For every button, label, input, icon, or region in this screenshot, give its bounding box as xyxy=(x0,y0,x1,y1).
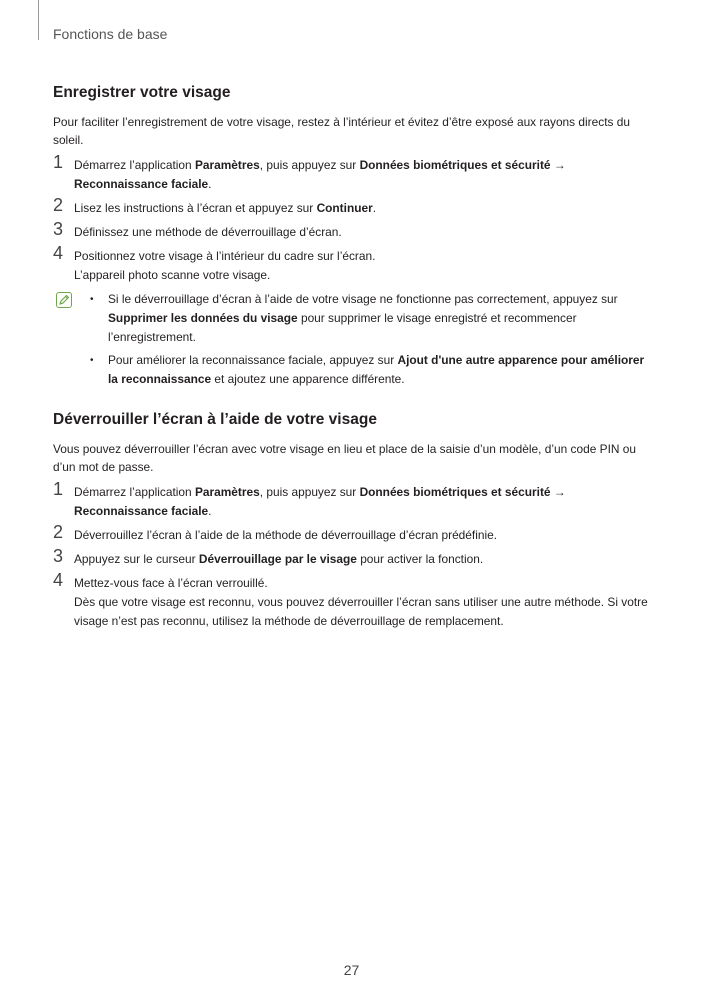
ui-term: Reconnaissance faciale xyxy=(74,177,209,191)
step-text: Déverrouillez l’écran à l’aide de la méthode de déverrouillage d’écran prédéfinie. xyxy=(74,528,498,542)
step-text: Lisez les instructions à l’écran et appuyez sur xyxy=(74,201,317,215)
step-number: 4 xyxy=(53,243,64,263)
step-text: Démarrez l’application xyxy=(74,485,195,499)
header-rule xyxy=(38,0,39,40)
step-text: , puis appuyez sur xyxy=(259,485,360,499)
step-1 xyxy=(53,152,651,194)
note-text: Pour améliorer la reconnaissance faciale, appuyez sur xyxy=(108,353,398,367)
step-number: 3 xyxy=(53,219,64,239)
note-item xyxy=(90,351,651,389)
note-block xyxy=(53,290,651,389)
step-text: pour activer la fonction. xyxy=(356,552,484,566)
ui-term: Données biométriques et sécurité xyxy=(359,485,551,499)
step-2 xyxy=(53,195,651,218)
step-text: Démarrez l’application xyxy=(74,158,195,172)
step-text: Définissez une méthode de déverrouillage d’écran. xyxy=(74,225,342,239)
note-text: Si le déverrouillage d’écran à l’aide de votre visage ne fonctionne pas correctement, appuyez sur xyxy=(108,292,618,306)
step-number: 3 xyxy=(53,546,64,566)
note-pencil-icon xyxy=(56,292,72,308)
step-text: . xyxy=(208,504,212,518)
step-text: Appuyez sur le curseur xyxy=(74,552,199,566)
step-4 xyxy=(53,243,651,285)
arrow-text: → xyxy=(550,158,566,172)
ui-term: Paramètres xyxy=(194,158,260,172)
ui-term: Continuer xyxy=(316,201,373,215)
page-number: 27 xyxy=(343,962,360,978)
step-3 xyxy=(53,219,651,242)
step-number: 2 xyxy=(53,195,64,215)
arrow-text: → xyxy=(550,485,566,499)
running-header: Fonctions de base xyxy=(53,26,168,42)
ui-term: Reconnaissance faciale xyxy=(74,504,209,518)
step-subtext: L’appareil photo scanne votre visage. xyxy=(74,268,271,282)
section-title-unlock-face: Déverrouiller l’écran à l’aide de votre visage xyxy=(53,411,377,428)
ui-term: Supprimer les données du visage xyxy=(108,311,298,325)
note-text: pour supprimer le visage enregistré et recommencer l’enregistrement. xyxy=(108,311,577,344)
step-subtext: Dès que votre visage est reconnu, vous pouvez déverrouiller l’écran sans utiliser une autre méthode. Si votre visage n’est pas reconnu, utilisez la méthode de déverrouillage de remplacement. xyxy=(74,595,648,628)
step-text: Positionnez votre visage à l’intérieur du cadre sur l’écran. xyxy=(74,249,376,263)
step-text: Mettez-vous face à l’écran verrouillé. xyxy=(74,576,268,590)
section-intro: Vous pouvez déverrouiller l’écran avec votre visage en lieu et place de la saisie d’un modèle, d’un code PIN ou d’un mot de passe. xyxy=(53,442,636,474)
step-3 xyxy=(53,546,651,569)
step-2 xyxy=(53,522,651,545)
step-4 xyxy=(53,570,651,631)
step-1 xyxy=(53,479,651,521)
step-text: . xyxy=(208,177,212,191)
step-text: . xyxy=(372,201,377,215)
ui-term: Données biométriques et sécurité xyxy=(359,158,551,172)
ui-term: Paramètres xyxy=(194,485,260,499)
ui-term: Déverrouillage par le visage xyxy=(198,552,357,566)
section-title-register-face: Enregistrer votre visage xyxy=(53,84,231,101)
bullet: • xyxy=(90,294,94,305)
bullet: • xyxy=(90,355,94,366)
step-number: 1 xyxy=(53,479,64,499)
page-content xyxy=(53,84,651,636)
step-number: 4 xyxy=(53,570,64,590)
note-item xyxy=(90,290,651,347)
step-number: 2 xyxy=(53,522,64,542)
step-number: 1 xyxy=(53,152,64,172)
step-text: , puis appuyez sur xyxy=(259,158,360,172)
section-intro: Pour faciliter l’enregistrement de votre visage, restez à l’intérieur et évitez d’être exposé aux rayons directs du soleil. xyxy=(53,115,630,147)
ui-term: Ajout d'une autre apparence pour améliorer la reconnaissance xyxy=(108,353,645,386)
note-text: et ajoutez une apparence différente. xyxy=(211,372,405,386)
